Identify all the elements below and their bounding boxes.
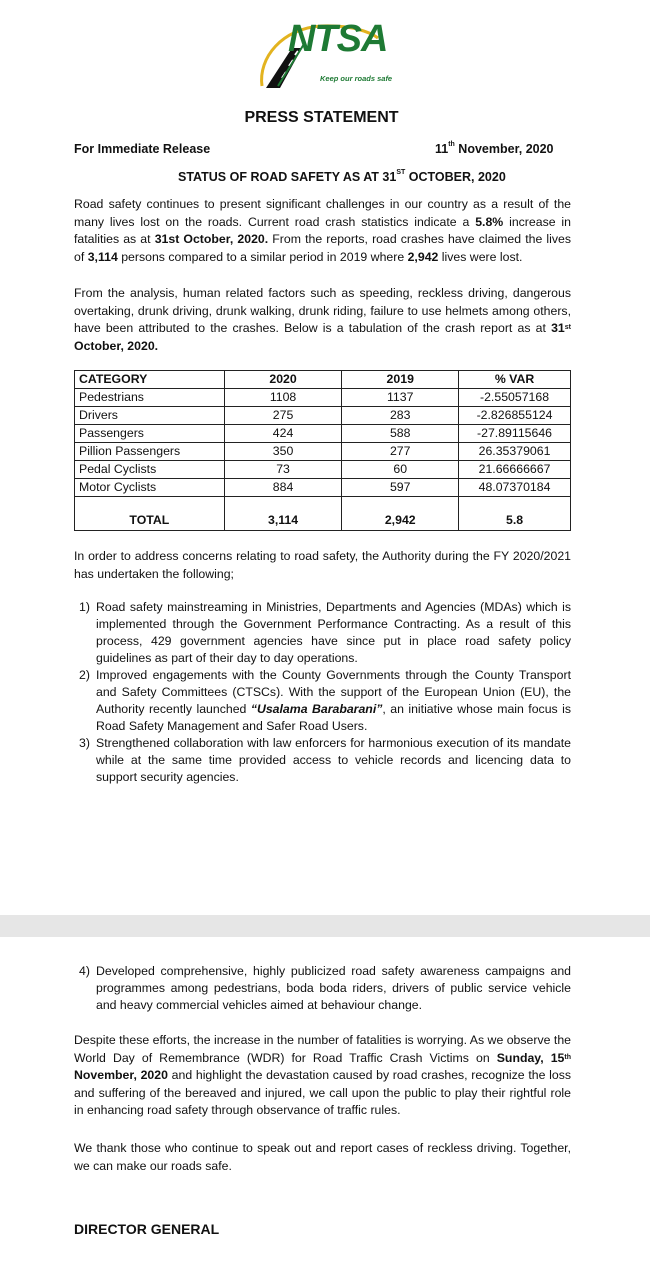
page-divider	[0, 915, 650, 937]
table-cell: 2,942	[342, 497, 459, 531]
table-header-row	[75, 371, 571, 389]
table-cell: 21.66666667	[459, 461, 571, 479]
table-cell: 60	[342, 461, 459, 479]
list-item: 1) Road safety mainstreaming in Ministries, Departments and Agencies (MDAs) which is implemented through the Government Performance Contracting. As a result of this process, 429 government agencies have since put in place road safety policy guidelines as part of their day to day operations.	[79, 600, 571, 665]
table-row	[75, 443, 571, 461]
table-row	[75, 461, 571, 479]
table-header-cell: CATEGORY	[75, 371, 225, 389]
table-cell: 1108	[224, 389, 342, 407]
table-row	[75, 407, 571, 425]
table-cell: 48.07370184	[459, 479, 571, 497]
logo-wordmark: NTSA	[288, 18, 388, 60]
table-cell: 73	[224, 461, 342, 479]
table-cell: 424	[224, 425, 342, 443]
release-label: For Immediate Release	[74, 142, 211, 156]
table-cell: TOTAL	[75, 497, 225, 531]
table-total-row	[75, 497, 571, 531]
page-two	[0, 937, 650, 1273]
table-cell: 588	[342, 425, 459, 443]
table-cell: 1137	[342, 389, 459, 407]
table-cell: Pedal Cyclists	[75, 461, 225, 479]
measures-intro: In order to address concerns relating to road safety, the Authority during the FY 2020/2021 has undertaken the following;	[74, 549, 571, 581]
table-cell: Passengers	[75, 425, 225, 443]
list-item: 4) Developed comprehensive, highly publicized road safety awareness campaigns and programmes among pedestrians, boda boda riders, drivers of public service vehicle and heavy commercial vehicles aimed at behaviour change.	[79, 964, 571, 1012]
list-item: 3) Strengthened collaboration with law enforcers for harmonious execution of its mandate while at the same time provided access to vehicle records and licencing data to support security agencies.	[79, 736, 571, 784]
table-cell: Drivers	[75, 407, 225, 425]
release-date: 11th November, 2020	[435, 141, 554, 156]
table-cell: 283	[342, 407, 459, 425]
table-row	[75, 389, 571, 407]
table-cell: 5.8	[459, 497, 571, 531]
table-cell: 884	[224, 479, 342, 497]
table-cell: -2.55057168	[459, 389, 571, 407]
closing-paragraph: We thank those who continue to speak out and report cases of reckless driving. Together, we can make our roads safe.	[74, 1141, 571, 1173]
table-cell: Pedestrians	[75, 389, 225, 407]
table-header-cell: 2020	[224, 371, 342, 389]
table-cell: 350	[224, 443, 342, 461]
wdr-paragraph: Despite these efforts, the increase in the number of fatalities is worrying. As we observe the World Day of Remembrance (WDR) for Road Traffic Crash Victims on Sunday, 15th November, 2020 and highlight the devastation caused by road crashes, recognize the loss and suffering of the bereaved and injured, we call upon the public to play their rightful role in enhancing road safety through observance of traffic rules.	[74, 1033, 571, 1117]
page-title: PRESS STATEMENT	[244, 109, 399, 126]
table-header-cell: 2019	[342, 371, 459, 389]
ntsa-logo	[252, 18, 392, 90]
measures-list-continued	[74, 963, 571, 1014]
subtitle: STATUS OF ROAD SAFETY AS AT 31ST OCTOBER, 2020	[178, 169, 506, 184]
table-header-cell: % VAR	[459, 371, 571, 389]
table-cell: Motor Cyclists	[75, 479, 225, 497]
analysis-paragraph: From the analysis, human related factors such as speeding, reckless driving, dangerous overtaking, drunk driving, drunk walking, drunk riding, failure to use helmets among others, have been attributed to the crashes. Below is a tabulation of the crash report as at 31st October, 2020.	[74, 286, 571, 353]
table-row	[75, 425, 571, 443]
table-row	[75, 479, 571, 497]
list-item: 2) Improved engagements with the County Governments through the County Transport and Safety Committees (CTSCs). With the support of the European Union (EU), the Authority recently launched “Usalama Barabarani”, an initiative whose main focus is Road Safety Management and Safer Road Users.	[79, 668, 572, 733]
intro-paragraph: Road safety continues to present significant challenges in our country as a result of the many lives lost on the roads. Current road crash statistics indicate a 5.8% increase in fatalities as at 31st October, 2020. From the reports, road crashes have claimed the lives of 3,114 persons compared to a similar period in 2019 where 2,942 lives were lost.	[74, 197, 571, 264]
table-cell: 597	[342, 479, 459, 497]
table-cell: 3,114	[224, 497, 342, 531]
logo-tagline: Keep our roads safe	[320, 74, 393, 83]
table-cell: -2.826855124	[459, 407, 571, 425]
table-cell: 275	[224, 407, 342, 425]
table-cell: 26.35379061	[459, 443, 571, 461]
crash-table	[74, 370, 571, 531]
table-cell: 277	[342, 443, 459, 461]
measures-list	[74, 599, 571, 786]
table-cell: Pillion Passengers	[75, 443, 225, 461]
signature: DIRECTOR GENERAL	[74, 1221, 220, 1237]
table-cell: -27.89115646	[459, 425, 571, 443]
